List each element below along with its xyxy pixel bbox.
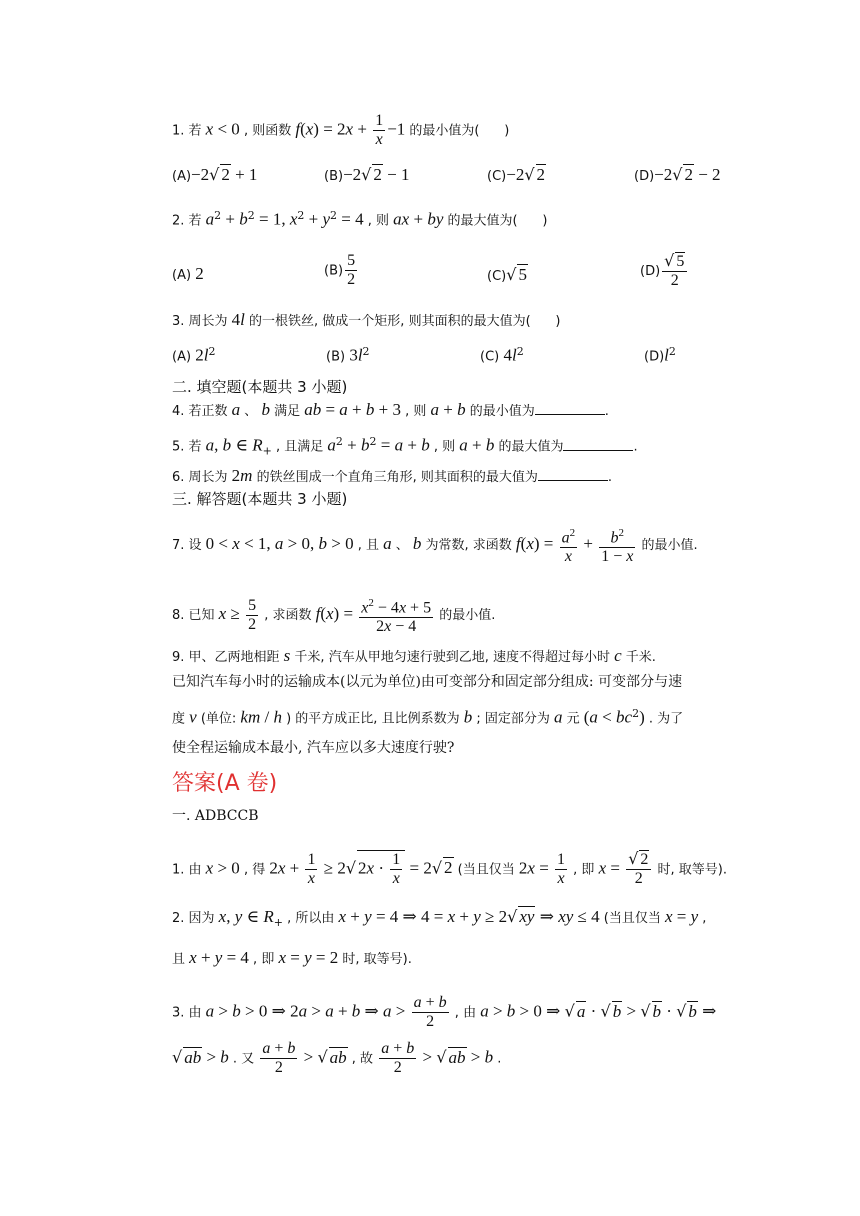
- q2-option-c: (C)√ 5: [487, 265, 527, 284]
- q3-option-a: (A) $2l^2$: [172, 345, 216, 365]
- answer-1: 1. 由 x > 0 , 得 2x + $\frac{1}{x}$ ≥ 2√ 2x · $\frac{1}{x}$ = 2√ 2 (当且仅当 2x = $\frac{1}{x}$ , 即 x = $\frac{√ 2}{2}$ 时, 取等号).: [172, 849, 728, 888]
- answer-3-line-2: √ ab > b . 又 $\frac{a + b}{2}$ > √ ab , 故 $\frac{a + b}{2}$ > √ ab > b .: [172, 1040, 502, 1076]
- q2-option-b: (B) $\frac{5}{2}$: [324, 252, 356, 288]
- question-6: 6. 周长为 2m 的铁丝围成一个直角三角形, 则其面积的最大值为 .: [172, 466, 612, 485]
- question-2: 2. 若 $a^2 + b^2 = 1$, $x^2 + y^2 = 4$ , 则 ax + by 的最大值为( ): [172, 209, 548, 229]
- q3-option-c: (C) $4l^2$: [480, 345, 524, 365]
- question-9-line-2: 已知汽车每小时的运输成本(以元为单位)由可变部分和固定部分组成: 可变部分与速: [172, 674, 683, 690]
- answer-3-line-1: 3. 由 a > b > 0 ⇒ 2a > a + b ⇒ a > $\frac{a + b}{2}$ , 由 a > b > 0 ⇒ √ a · √ b > √ b · √ b ⇒: [172, 994, 717, 1030]
- question-3: 3. 周长为 4l 的一根铁丝, 做成一个矩形, 则其面积的最大值为( ): [172, 310, 561, 329]
- question-7: 7. 设 0 < x < 1, a > 0, b > 0 , 且 a 、 b 为常数, 求函数 f(x) = $\frac{a^2}{x}$ + $\frac{b^2}{1 - x}$ 的最小值.: [172, 524, 698, 566]
- question-9-line-4: 使全程运输成本最小, 汽车应以多大速度行驶?: [172, 740, 455, 756]
- question-8: 8. 已知 x ≥ $\frac{5}{2}$ , 求函数 f(x) = $\frac{x^2 - 4x + 5}{2x - 4}$ 的最小值.: [172, 594, 495, 636]
- q2-option-a: (A) 2: [172, 264, 204, 283]
- section-2-heading: 二. 填空题(本题共 3 小题): [172, 378, 348, 396]
- answer-choices: 一. ADBCCB: [172, 808, 259, 824]
- q1-option-d: (D)−2√ 2 − 2: [634, 165, 721, 184]
- question-4: 4. 若正数 a 、 b 满足 ab = a + b + 3 , 则 a + b 的最小值为 .: [172, 400, 609, 419]
- q1-option-a: (A)−2√ 2 + 1: [172, 165, 258, 184]
- question-9-line-3: 度 v (单位: km / h ) 的平方成正比, 且比例系数为 b ; 固定部分为 a 元 $(a < bc^2)$ . 为了: [172, 707, 684, 727]
- question-5: 5. 若 a, b ∈ $R_+$ , 且满足 $a^2 + b^2 = a + b$ , 则 a + b 的最大值为 .: [172, 435, 638, 458]
- q2-option-d: (D) $\frac{√ 5}{2}$: [640, 252, 689, 290]
- q1-option-b: (B)−2√ 2 − 1: [324, 165, 410, 184]
- answer-title: 答案(A 卷): [172, 771, 278, 796]
- q1-option-c: (C)−2√ 2: [487, 165, 546, 184]
- answer-2-line-2: 且 x + y = 4 , 即 x = y = 2 时, 取等号).: [172, 948, 412, 967]
- q3-option-b: (B) $3l^2$: [326, 345, 370, 365]
- answer-2-line-1: 2. 因为 x, y ∈ $R_+$ , 所以由 x + y = 4 ⇒ 4 = x + y ≥ 2√ xy ⇒ xy ≤ 4 (当且仅当 x = y ,: [172, 907, 707, 929]
- question-9-line-1: 9. 甲、乙两地相距 s 千米, 汽车从甲地匀速行驶到乙地, 速度不得超过每小时 c 千米.: [172, 646, 656, 665]
- section-3-heading: 三. 解答题(本题共 3 小题): [172, 490, 348, 508]
- q3-option-d: $(D)l^2$: [644, 345, 676, 365]
- question-1: 1. 若 x < 0 , 则函数 f(x) = 2x + $\frac{1}{x}$ −1 的最小值为( ): [172, 112, 510, 148]
